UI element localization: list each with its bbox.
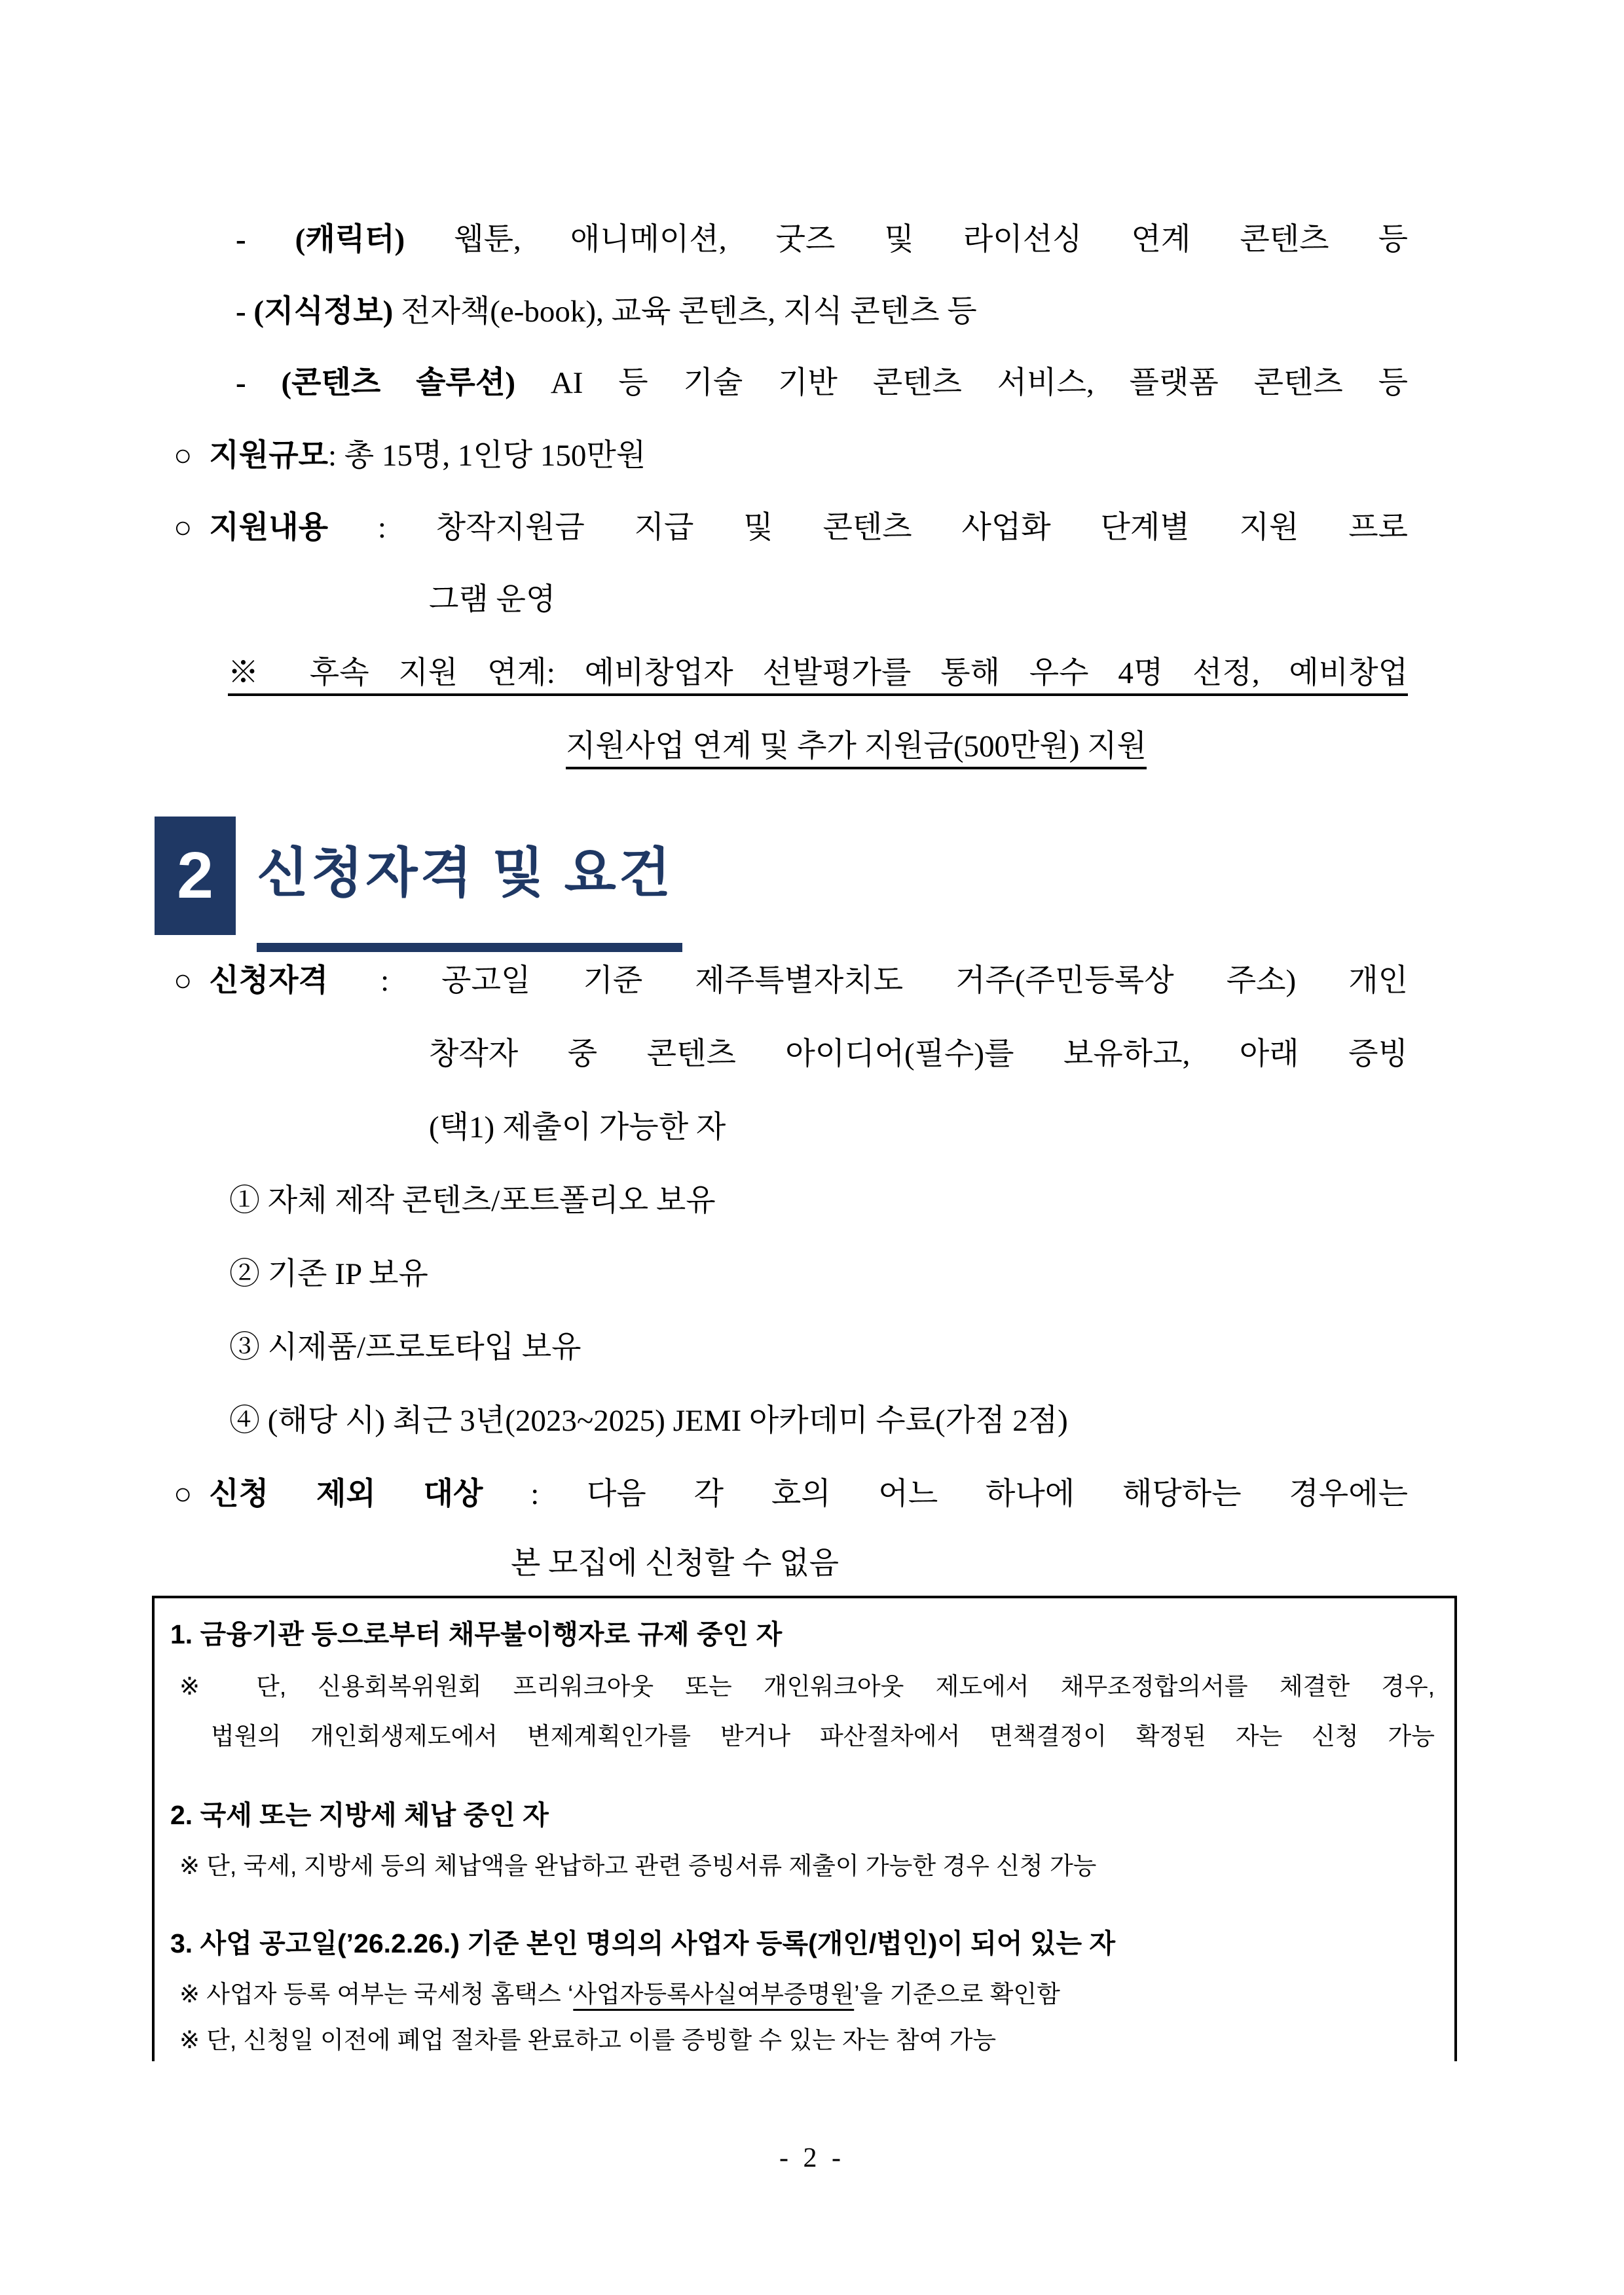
support-content-label: 지원내용 — [209, 511, 328, 545]
note-prefix: ※ 사업자 등록 여부는 국세청 홈택스 ‘ — [179, 1981, 574, 2008]
category-item-character — [236, 221, 1408, 258]
note-suffix: ’을 기준으로 확인함 — [854, 1981, 1060, 2008]
exclusion-target-label: 신청 제외 대상 — [209, 1477, 483, 1511]
certificate-name-underlined: 사업자등록사실여부증명원 — [573, 1981, 855, 2008]
eligibility-text: : 공고일 기준 제주특별자치도 거주(주민등록상 주소) 개인 — [380, 964, 1409, 998]
section-title: 신청자격 및 요건 — [257, 843, 674, 903]
eligibility-item-4: ④ (해당 시) 최근 3년(2023~2025) JEMI 아카데미 수료(가점 2점) — [229, 1404, 1068, 1438]
exclusion-item-1-note1: ※ 단, 신용회복위원회 프리워크아웃 또는 개인워크아웃 제도에서 채무조정합의서를 체결한 경우, — [179, 1673, 1435, 1700]
support-content-line1 — [174, 509, 1408, 546]
circle-bullet-icon: ○ — [174, 439, 193, 473]
category-label: - (콘텐츠 솔루션) — [236, 366, 516, 400]
followup-note-line1: ※ 후속 지원 연계: 예비창업자 선발평가를 통해 우수 4명 선정, 예비창업 — [228, 656, 1408, 690]
section-title-underline — [257, 943, 682, 952]
exclusion-item-3-note2: ※ 단, 신청일 이전에 폐업 절차를 완료하고 이를 증빙할 수 있는 자는 참여 가능 — [179, 2027, 997, 2053]
eligibility-line3: (택1) 제출이 가능한 자 — [429, 1111, 726, 1145]
exclusion-item-3-note1 — [179, 1979, 1060, 2010]
circle-bullet-icon: ○ — [174, 964, 193, 998]
support-scale-label: 지원규모 — [209, 439, 328, 473]
eligibility-label: 신청자격 — [209, 964, 328, 998]
category-label: - (캐릭터) — [236, 223, 405, 257]
circle-bullet-icon: ○ — [174, 511, 193, 545]
eligibility-item-2: ② 기존 IP 보유 — [229, 1257, 428, 1291]
eligibility-item-1: ① 자체 제작 콘텐츠/포트폴리오 보유 — [229, 1184, 716, 1218]
exclusion-target-text: : 다음 각 호의 어느 하나에 해당하는 경우에는 — [530, 1477, 1409, 1511]
category-item-solution — [236, 365, 1408, 401]
exclusion-target-line2: 본 모집에 신청할 수 없음 — [511, 1547, 840, 1581]
category-item-knowledge — [236, 293, 977, 330]
category-text: AI 등 기술 기반 콘텐츠 서비스, 플랫폼 콘텐츠 등 — [550, 366, 1409, 400]
exclusion-item-1-note2: 법원의 개인회생제도에서 변제계획인가를 받거나 파산절차에서 면책결정이 확정된 자는 신청 가능 — [211, 1723, 1435, 1750]
category-text: 웹툰, 애니메이션, 굿즈 및 라이선싱 연계 콘텐츠 등 — [454, 223, 1408, 257]
exclusion-item-2-title: 2. 국세 또는 지방세 체납 중인 자 — [170, 1800, 549, 1830]
circle-bullet-icon: ○ — [174, 1477, 193, 1511]
category-label: - (지식정보) — [236, 295, 394, 329]
exclusion-criteria-box — [152, 1596, 1457, 2061]
exclusion-item-2-note1: ※ 단, 국세, 지방세 등의 체납액을 완납하고 관련 증빙서류 제출이 가능한 경우 신청 가능 — [179, 1852, 1097, 1879]
exclusion-item-1-title: 1. 금융기관 등으로부터 채무불이행자로 규제 중인 자 — [170, 1619, 783, 1649]
exclusion-target-line1 — [174, 1476, 1408, 1513]
exclusion-item-3-title: 3. 사업 공고일(’26.2.26.) 기준 본인 명의의 사업자 등록(개인/법인)이 되어 있는 자 — [170, 1928, 1116, 1958]
eligibility-line1 — [174, 963, 1408, 999]
support-content-line2: 그램 운영 — [429, 583, 556, 617]
page-number: - 2 - — [779, 2143, 845, 2173]
category-text: 전자책(e-book), 교육 콘텐츠, 지식 콘텐츠 등 — [401, 295, 977, 329]
support-scale-text: : 총 15명, 1인당 150만원 — [328, 439, 646, 473]
section-number-box: 2 — [155, 817, 236, 935]
eligibility-line2: 창작자 중 콘텐츠 아이디어(필수)를 보유하고, 아래 증빙 — [429, 1037, 1408, 1071]
support-scale-line — [174, 437, 646, 474]
followup-note-line2: 지원사업 연계 및 추가 지원금(500만원) 지원 — [566, 729, 1147, 763]
eligibility-item-3: ③ 시제품/프로토타입 보유 — [229, 1331, 581, 1365]
support-content-text: : 창작지원금 지급 및 콘텐츠 사업화 단계별 지원 프로 — [377, 511, 1409, 545]
